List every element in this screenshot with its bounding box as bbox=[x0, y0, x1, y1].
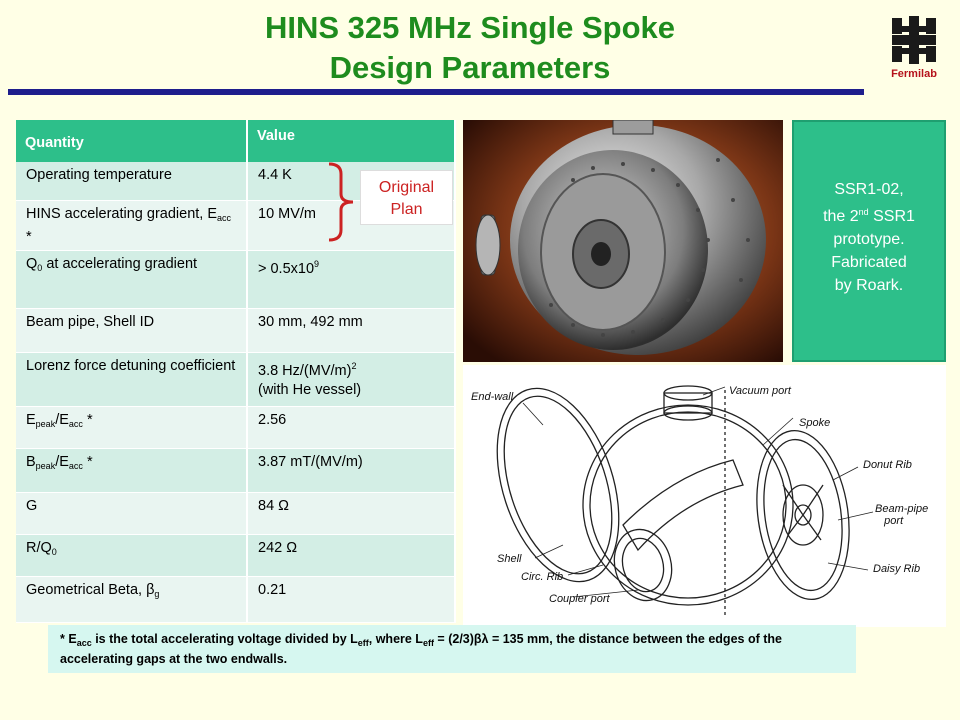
original-plan-note bbox=[360, 170, 453, 225]
cell-quantity: Operating temperature bbox=[16, 162, 247, 200]
table-row bbox=[16, 308, 455, 352]
label-donut-rib: Donut Rib bbox=[863, 459, 912, 471]
cell-value: 2.56 bbox=[247, 406, 455, 448]
header-value: Value bbox=[247, 120, 455, 162]
label-shell: Shell bbox=[497, 553, 522, 565]
slide-title bbox=[120, 8, 820, 88]
cell-value: 30 mm, 492 mm bbox=[247, 308, 455, 352]
caption-line-5: by Roark. bbox=[834, 277, 904, 294]
cell-quantity: $E_{peak}/E_{acc}$ * bbox=[16, 406, 247, 448]
fermilab-logo-icon bbox=[888, 14, 940, 66]
table-header-row bbox=[16, 120, 455, 162]
label-end-wall: End-wall bbox=[471, 391, 514, 403]
label-circ-rib: Circ. Rib bbox=[521, 571, 564, 583]
table-row bbox=[16, 448, 455, 492]
table-row bbox=[16, 250, 455, 308]
cell-quantity: $R/Q_0$ bbox=[16, 534, 247, 576]
cell-value: 3.87 mT/(MV/m) bbox=[247, 448, 455, 492]
table-row bbox=[16, 406, 455, 448]
cavity-photo bbox=[463, 120, 783, 362]
label-spoke: Spoke bbox=[799, 417, 831, 429]
title-line-1: HINS 325 MHz Single Spoke bbox=[265, 10, 675, 45]
table-row bbox=[16, 576, 455, 622]
cell-value: > $0.5x10^9$ bbox=[247, 250, 455, 308]
title-underline bbox=[8, 89, 864, 95]
cell-quantity: Beam pipe, Shell ID bbox=[16, 308, 247, 352]
photo-caption bbox=[792, 120, 946, 362]
cell-value: 4.4 K bbox=[247, 162, 455, 200]
cell-value: 84 Ω bbox=[247, 492, 455, 534]
cell-value: 3.8 $Hz/(MV/m)^2$ (with He vessel) bbox=[247, 352, 455, 406]
caption-line-3: prototype. bbox=[833, 231, 905, 248]
caption-line-1: SSR1-02, bbox=[834, 181, 904, 198]
title-line-2: Design Parameters bbox=[329, 50, 611, 85]
exploded-view-diagram bbox=[463, 365, 946, 627]
note-line-1: Original bbox=[378, 179, 435, 196]
label-coupler-port: Coupler port bbox=[549, 593, 610, 605]
label-vacuum-port: Vacuum port bbox=[729, 385, 791, 397]
logo-text: Fermilab bbox=[891, 68, 937, 80]
note-line-2: Plan bbox=[390, 201, 423, 218]
cell-quantity: Geometrical Beta, $\beta_g$ bbox=[16, 576, 247, 622]
table-row bbox=[16, 352, 455, 406]
cell-quantity: HINS accelerating gradient, $E_{acc}$ * bbox=[16, 200, 247, 250]
cell-value: 10 MV/m bbox=[247, 200, 455, 250]
cell-quantity: $B_{peak}/E_{acc}$ * bbox=[16, 448, 247, 492]
cavity-exploded-drawing bbox=[463, 365, 946, 627]
footnote: * $E_{acc}$ is the total accelerating voltage divided by $L_{eff}$, where $L_{eff} = (2/3)\beta\lambda = 135$ mm, the distance between the edges of the accelerating gaps at the two endwalls. bbox=[48, 625, 856, 673]
fermilab-logo bbox=[878, 14, 950, 80]
table-row bbox=[16, 534, 455, 576]
cell-quantity: Lorenz force detuning coefficient bbox=[16, 352, 247, 406]
table-row bbox=[16, 492, 455, 534]
label-daisy-rib: Daisy Rib bbox=[873, 563, 921, 575]
cell-value: 0.21 bbox=[247, 576, 455, 622]
curly-brace-icon bbox=[325, 160, 357, 244]
cavity-photo-image bbox=[463, 120, 783, 362]
header-quantity: Quantity bbox=[16, 120, 247, 162]
cell-quantity: $Q_0$ at accelerating gradient bbox=[16, 250, 247, 308]
caption-line-2: the 2nd SSR1 bbox=[823, 207, 915, 225]
label-beam-pipe-port: Beam-pipe port bbox=[875, 503, 929, 527]
cell-quantity: G bbox=[16, 492, 247, 534]
cell-value: 242 Ω bbox=[247, 534, 455, 576]
caption-line-4: Fabricated bbox=[831, 254, 907, 271]
